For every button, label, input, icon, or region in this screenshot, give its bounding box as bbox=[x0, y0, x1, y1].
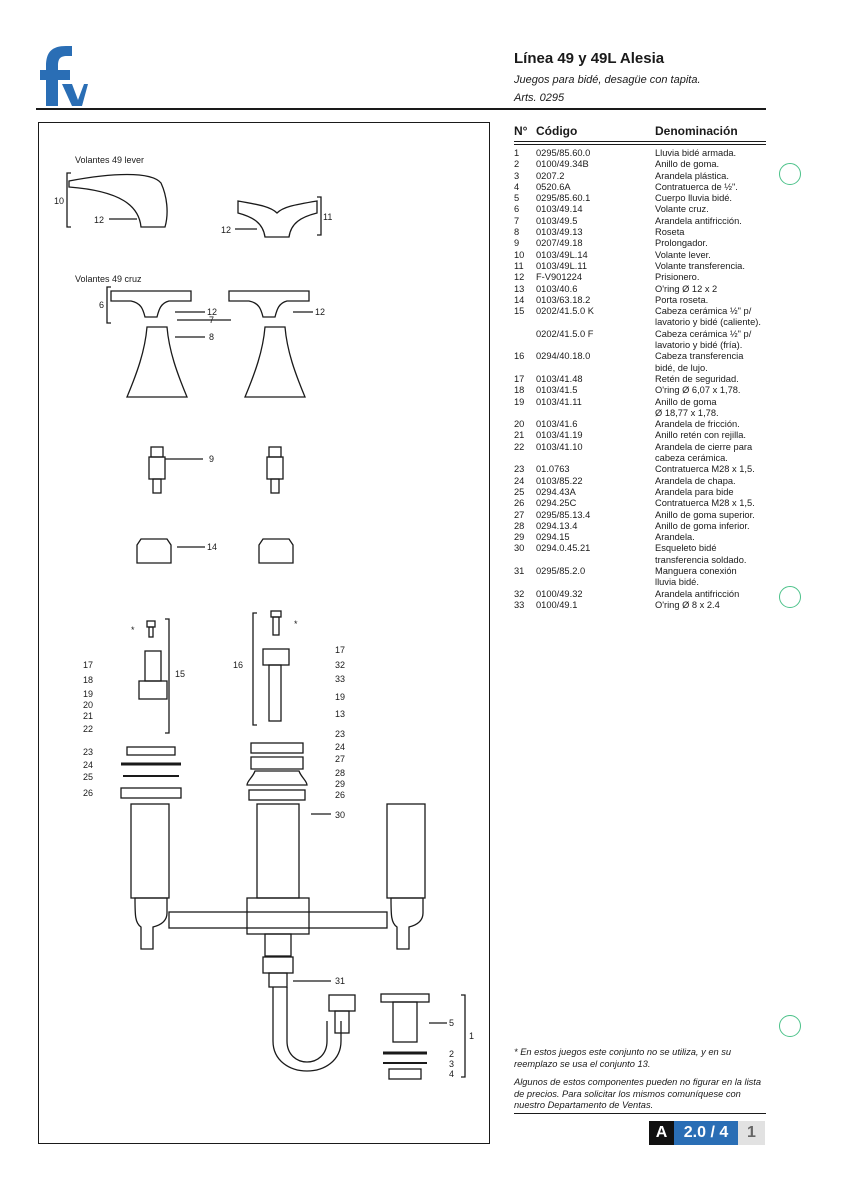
label-cross: Volantes 49 cruz bbox=[75, 274, 142, 284]
page-badge bbox=[649, 1121, 765, 1145]
part-name: Volante lever. bbox=[655, 249, 711, 260]
table-row bbox=[514, 532, 766, 543]
part-code: 0103/49L.11 bbox=[536, 260, 588, 271]
label-lever: Volantes 49 lever bbox=[75, 155, 145, 165]
table-row bbox=[514, 250, 766, 261]
part-number: 24 bbox=[514, 475, 525, 486]
part-number: 31 bbox=[514, 565, 525, 576]
part-number: 26 bbox=[514, 498, 525, 509]
callout-8: 8 bbox=[209, 332, 215, 342]
part-number: 20 bbox=[514, 419, 525, 430]
part-name: Arandela plástica. bbox=[655, 170, 729, 181]
part-code: F-V901224 bbox=[536, 272, 582, 283]
part-name: Volante transferencia. bbox=[655, 260, 745, 271]
part-number: 22 bbox=[514, 441, 525, 452]
exploded-diagram bbox=[38, 122, 490, 1144]
part-number: 17 bbox=[514, 373, 525, 384]
callout-12c: 12 bbox=[207, 307, 218, 317]
part-number: 4 bbox=[514, 181, 520, 192]
table-header bbox=[514, 121, 766, 142]
part-name: Anillo de goma superior. bbox=[655, 509, 755, 520]
part-number: 28 bbox=[514, 520, 525, 531]
footnotes bbox=[514, 1047, 766, 1119]
table-row bbox=[514, 566, 766, 589]
part-number: 25 bbox=[514, 486, 525, 497]
part-code: 0294.15 bbox=[536, 532, 570, 543]
sub-page: 1 bbox=[738, 1121, 765, 1145]
table-row bbox=[514, 351, 766, 374]
part-name: O'ring Ø 8 x 2.4 bbox=[655, 599, 720, 610]
part-number: 14 bbox=[514, 294, 525, 305]
table-row bbox=[514, 329, 766, 352]
page-number: 2.0 / 4 bbox=[674, 1121, 738, 1145]
binder-hole bbox=[779, 586, 801, 608]
callout-7: 7 bbox=[209, 315, 215, 325]
table-row bbox=[514, 521, 766, 532]
cross-handle-left bbox=[111, 291, 191, 317]
part-name: Anillo de goma. bbox=[655, 159, 720, 170]
table-row bbox=[514, 464, 766, 475]
part-code: 0100/49.34B bbox=[536, 159, 589, 170]
part-name: Anillo de goma bbox=[655, 396, 717, 407]
callout-20: 20 bbox=[83, 700, 94, 710]
part-code: 0520.6A bbox=[536, 181, 571, 192]
part-number: 7 bbox=[514, 215, 520, 226]
table-body bbox=[514, 148, 766, 611]
callout-13: 13 bbox=[335, 709, 346, 719]
part-name: O'ring Ø 6,07 x 1,78. bbox=[655, 385, 741, 396]
part-name: Arandela de chapa. bbox=[655, 475, 736, 486]
table-row bbox=[514, 284, 766, 295]
part-number: 33 bbox=[514, 599, 525, 610]
part-code: 0103/49.14 bbox=[536, 204, 583, 215]
header-number: N° bbox=[514, 124, 528, 138]
footer-divider bbox=[514, 1113, 766, 1114]
part-name: Contratuerca M28 x 1,5. bbox=[655, 464, 755, 475]
part-name-cont: Ø 18,77 x 1,78. bbox=[655, 407, 719, 418]
diagram-drawing bbox=[39, 123, 491, 1145]
section-letter: A bbox=[649, 1121, 674, 1145]
table-row bbox=[514, 600, 766, 611]
table-row bbox=[514, 227, 766, 238]
table-row bbox=[514, 193, 766, 204]
part-code: 01.0763 bbox=[536, 464, 570, 475]
part-name: Cabeza transferencia bbox=[655, 351, 744, 362]
callout-14: 14 bbox=[207, 542, 218, 552]
part-code: 0103/41.11 bbox=[536, 396, 582, 407]
callout-25: 25 bbox=[83, 772, 94, 782]
table-row bbox=[514, 148, 766, 159]
part-number: 16 bbox=[514, 351, 525, 362]
callout-22: 22 bbox=[83, 724, 94, 734]
part-name-cont: transferencia soldado. bbox=[655, 554, 747, 565]
callout-30: 30 bbox=[335, 810, 346, 820]
callout-26a: 26 bbox=[83, 788, 94, 798]
part-name: Retén de seguridad. bbox=[655, 373, 739, 384]
callout-19a: 19 bbox=[83, 689, 94, 699]
part-code: 0103/49.13 bbox=[536, 227, 583, 238]
part-number: 3 bbox=[514, 170, 520, 181]
table-row bbox=[514, 261, 766, 272]
table-row bbox=[514, 204, 766, 215]
table-row bbox=[514, 589, 766, 600]
callout-2: 2 bbox=[449, 1049, 455, 1059]
part-number: 9 bbox=[514, 238, 520, 249]
part-code: 0207/49.18 bbox=[536, 238, 583, 249]
part-name: Lluvia bidé armada. bbox=[655, 148, 737, 158]
part-name: Porta roseta. bbox=[655, 294, 709, 305]
part-code: 0294.13.4 bbox=[536, 520, 578, 531]
part-code: 0294/40.18.0 bbox=[536, 351, 591, 362]
part-name: Anillo retén con rejilla. bbox=[655, 430, 746, 441]
callout-18: 18 bbox=[83, 675, 94, 685]
part-number: 13 bbox=[514, 283, 525, 294]
callout-12a: 12 bbox=[94, 215, 105, 225]
part-number: 15 bbox=[514, 306, 525, 317]
part-code: 0202/41.5.0 F bbox=[536, 328, 594, 339]
part-code: 0103/41.6 bbox=[536, 419, 578, 430]
part-name: Esqueleto bidé bbox=[655, 543, 717, 554]
part-name: Volante cruz. bbox=[655, 204, 709, 215]
table-row bbox=[514, 397, 766, 420]
part-name: Cabeza cerámica ½" p/ bbox=[655, 306, 752, 317]
part-name-cont: lavatorio y bidé (fría). bbox=[655, 340, 743, 351]
callout-6: 6 bbox=[99, 300, 105, 310]
part-name: Manguera conexión bbox=[655, 565, 737, 576]
part-code: 0103/41.10 bbox=[536, 441, 583, 452]
part-code: 0103/40.6 bbox=[536, 283, 578, 294]
callout-12d: 12 bbox=[315, 307, 326, 317]
part-name: Cuerpo lluvia bidé. bbox=[655, 193, 733, 204]
callout-33: 33 bbox=[335, 674, 346, 684]
part-code: 0103/63.18.2 bbox=[536, 294, 591, 305]
part-code: 0207.2 bbox=[536, 170, 565, 181]
callout-27: 27 bbox=[335, 754, 346, 764]
part-number: 2 bbox=[514, 159, 520, 170]
part-number: 10 bbox=[514, 249, 525, 260]
part-code: 0103/41.48 bbox=[536, 373, 583, 384]
callout-19b: 19 bbox=[335, 692, 346, 702]
part-number: 1 bbox=[514, 148, 520, 158]
transfer-handle-drawing bbox=[238, 201, 317, 237]
part-name: Arandela de fricción. bbox=[655, 419, 740, 430]
callout-16: 16 bbox=[233, 660, 244, 670]
part-number: 5 bbox=[514, 193, 520, 204]
part-code: 0294.25C bbox=[536, 498, 577, 509]
part-name-cont: cabeza cerámica. bbox=[655, 453, 728, 464]
part-code: 0295/85.13.4 bbox=[536, 509, 591, 520]
star-right: * bbox=[294, 619, 298, 629]
callout-1: 1 bbox=[469, 1031, 475, 1041]
header-divider bbox=[36, 108, 766, 110]
part-code: 0103/41.5 bbox=[536, 385, 578, 396]
page-subtitle: Juegos para bidé, desagüe con tapita. bbox=[514, 74, 701, 86]
callout-21: 21 bbox=[83, 711, 94, 721]
footnote-1: * En estos juegos este conjunto no se utiliza, y en su reemplazo se usa el conjunto 13. bbox=[514, 1047, 732, 1069]
table-row bbox=[514, 238, 766, 249]
table-row bbox=[514, 419, 766, 430]
binder-hole bbox=[779, 163, 801, 185]
callout-17a: 17 bbox=[83, 660, 94, 670]
table-row bbox=[514, 182, 766, 193]
part-name: Contratuerca de ½". bbox=[655, 181, 738, 192]
part-name: Arandela. bbox=[655, 532, 695, 543]
part-number: 19 bbox=[514, 396, 525, 407]
callout-17b: 17 bbox=[335, 645, 346, 655]
table-row bbox=[514, 306, 766, 329]
callout-28: 28 bbox=[335, 768, 346, 778]
table-row bbox=[514, 374, 766, 385]
part-name: Anillo de goma inferior. bbox=[655, 520, 750, 531]
part-number: 6 bbox=[514, 204, 520, 215]
callout-31: 31 bbox=[335, 976, 346, 986]
callout-11: 11 bbox=[323, 212, 333, 222]
table-row bbox=[514, 272, 766, 283]
callout-4: 4 bbox=[449, 1069, 455, 1079]
table-row bbox=[514, 385, 766, 396]
table-row bbox=[514, 498, 766, 509]
callout-29: 29 bbox=[335, 779, 346, 789]
part-name: Prisionero. bbox=[655, 272, 700, 283]
part-name: Roseta bbox=[655, 227, 685, 238]
part-name: Arandela para bide bbox=[655, 486, 734, 497]
header-code: Código bbox=[536, 124, 578, 138]
part-code: 0103/49.5 bbox=[536, 215, 578, 226]
table-row bbox=[514, 216, 766, 227]
article-reference: Arts. 0295 bbox=[514, 92, 565, 104]
binder-hole bbox=[779, 1015, 801, 1037]
callout-10: 10 bbox=[54, 196, 65, 206]
callout-24a: 24 bbox=[83, 760, 94, 770]
part-name: Arandela antifricción bbox=[655, 588, 740, 599]
table-row bbox=[514, 171, 766, 182]
callout-12b: 12 bbox=[221, 225, 232, 235]
part-number: 27 bbox=[514, 509, 525, 520]
table-row bbox=[514, 430, 766, 441]
table-row bbox=[514, 476, 766, 487]
table-row bbox=[514, 442, 766, 465]
diagram-labels bbox=[54, 155, 474, 1079]
part-code: 0103/85.22 bbox=[536, 475, 583, 486]
callout-15: 15 bbox=[175, 669, 186, 679]
fv-logo bbox=[36, 44, 88, 106]
part-number: 30 bbox=[514, 543, 525, 554]
cross-handle-right bbox=[229, 291, 309, 317]
part-number: 32 bbox=[514, 588, 525, 599]
part-name-cont: lluvia bidé. bbox=[655, 577, 699, 588]
table-row bbox=[514, 159, 766, 170]
callout-5: 5 bbox=[449, 1018, 455, 1028]
callout-24b: 24 bbox=[335, 742, 346, 752]
parts-table bbox=[514, 121, 766, 611]
table-row bbox=[514, 487, 766, 498]
callout-3: 3 bbox=[449, 1059, 455, 1069]
table-row bbox=[514, 543, 766, 566]
part-name: Contratuerca M28 x 1,5. bbox=[655, 498, 755, 509]
table-row bbox=[514, 295, 766, 306]
part-number: 18 bbox=[514, 385, 525, 396]
part-name: Arandela antifricción. bbox=[655, 215, 742, 226]
part-code: 0103/49L.14 bbox=[536, 249, 588, 260]
part-name: Prolongador. bbox=[655, 238, 708, 249]
part-code: 0295/85.60.1 bbox=[536, 193, 591, 204]
part-name: O'ring Ø 12 x 2 bbox=[655, 283, 718, 294]
page-title: Línea 49 y 49L Alesia bbox=[514, 50, 665, 67]
part-name-cont: lavatorio y bidé (caliente). bbox=[655, 317, 761, 328]
star-left: * bbox=[131, 625, 135, 635]
callout-23a: 23 bbox=[83, 747, 94, 757]
callout-26b: 26 bbox=[335, 790, 346, 800]
table-row bbox=[514, 510, 766, 521]
part-code: 0294.43A bbox=[536, 486, 576, 497]
callout-9: 9 bbox=[209, 454, 215, 464]
part-code: 0295/85.2.0 bbox=[536, 565, 586, 576]
part-code: 0202/41.5.0 K bbox=[536, 306, 594, 317]
part-code: 0103/41.19 bbox=[536, 430, 583, 441]
part-name: Arandela de cierre para bbox=[655, 441, 753, 452]
rosette-right bbox=[245, 327, 305, 397]
part-code: 0100/49.32 bbox=[536, 588, 583, 599]
part-name-cont: bidé, de lujo. bbox=[655, 362, 708, 373]
part-number: 29 bbox=[514, 532, 525, 543]
part-number: 11 bbox=[514, 260, 524, 271]
part-number: 23 bbox=[514, 464, 525, 475]
part-code: 0294.0.45.21 bbox=[536, 543, 591, 554]
part-name: Cabeza cerámica ½" p/ bbox=[655, 328, 752, 339]
footnote-2: Algunos de estos componentes pueden no figurar en la lista de precios. Para solicitar los mismos comuníquese con nuestro Departamento de Ventas. bbox=[514, 1077, 762, 1110]
part-code: 0295/85.60.0 bbox=[536, 148, 591, 158]
part-number: 21 bbox=[514, 430, 525, 441]
part-number: 8 bbox=[514, 227, 520, 238]
part-code: 0100/49.1 bbox=[536, 599, 578, 610]
callout-32: 32 bbox=[335, 660, 346, 670]
part-number: 12 bbox=[514, 272, 525, 283]
header-name: Denominación bbox=[655, 124, 738, 138]
callout-23b: 23 bbox=[335, 729, 346, 739]
